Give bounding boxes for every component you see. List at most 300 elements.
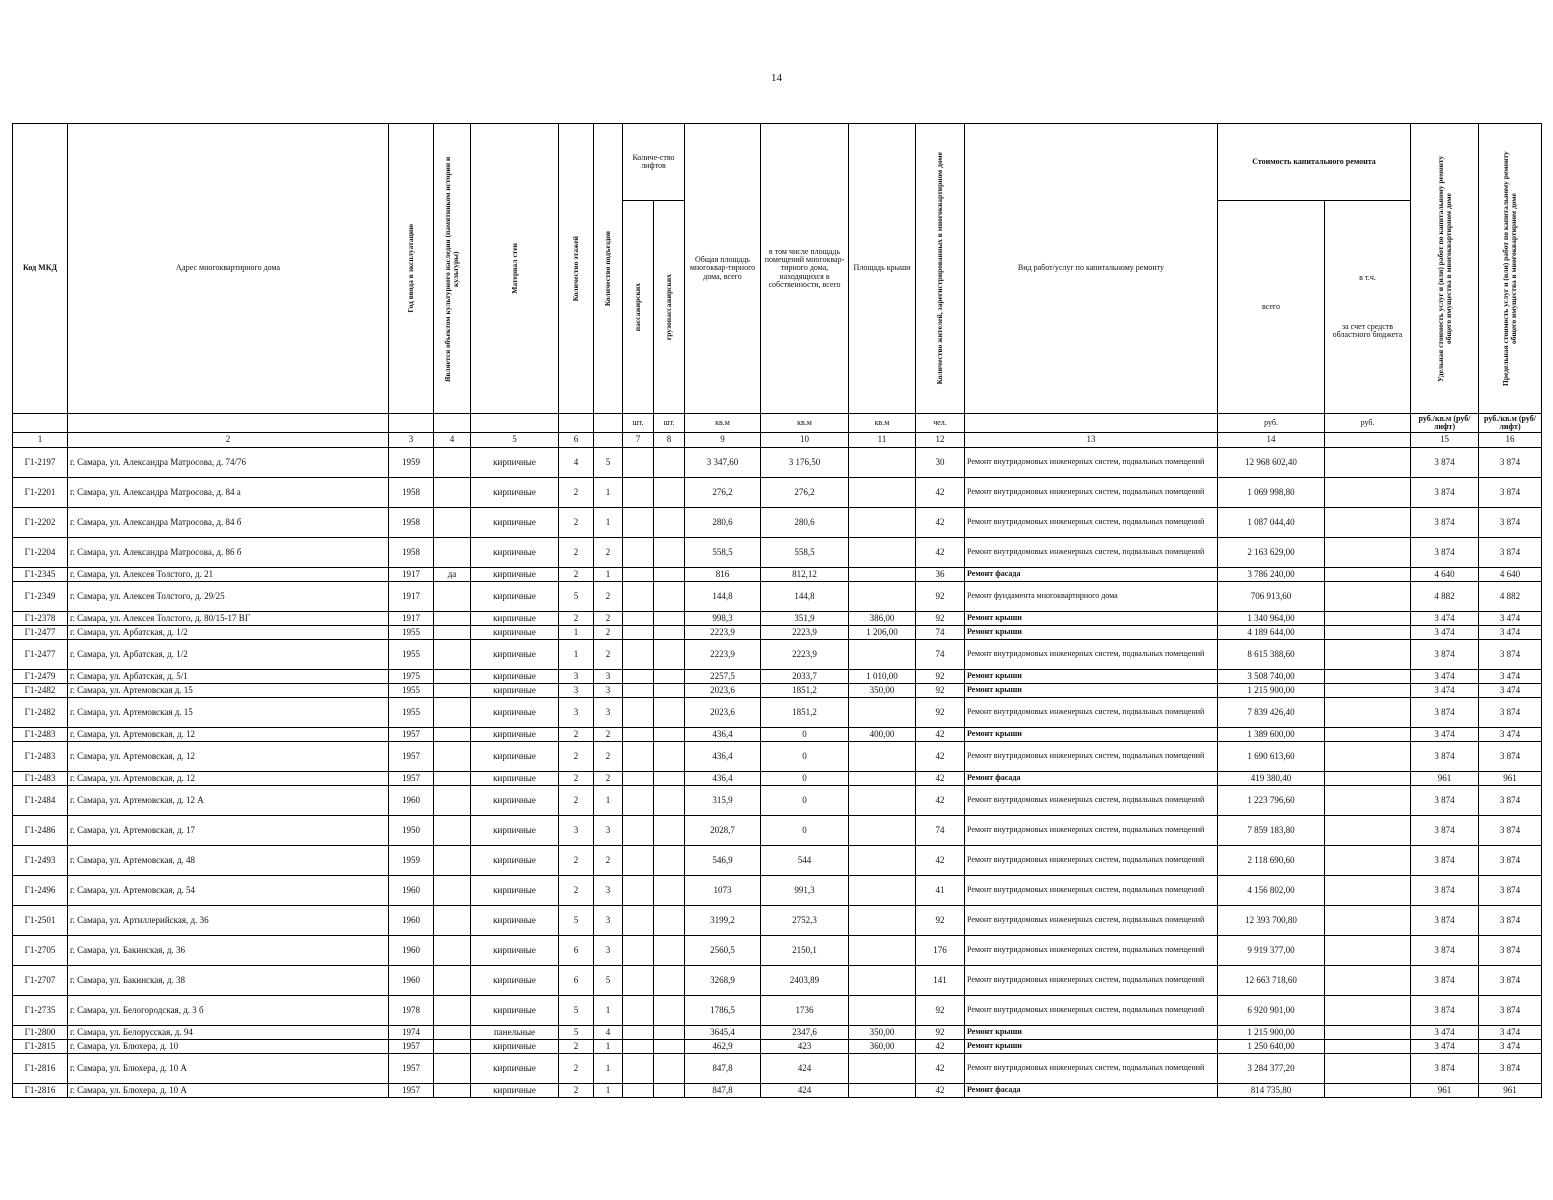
cell-address: г. Самара, ул. Блюхера, д. 10 А [68, 1054, 389, 1084]
cell-lc [654, 684, 685, 698]
cell-work: Ремонт внутридомовых инженерных систем, подвальных помещений [965, 786, 1218, 816]
table-row [13, 996, 1542, 1026]
cell-area: 998,3 [685, 612, 761, 626]
cell-max: 3 474 [1479, 612, 1542, 626]
cell-year: 1957 [389, 742, 434, 772]
cell-lc [654, 742, 685, 772]
cell-total: 6 920 901,00 [1218, 996, 1325, 1026]
header-floors: Количество этажей [559, 124, 594, 414]
cell-year: 1955 [389, 698, 434, 728]
cell-address: г. Самара, ул. Бакинская, д. 38 [68, 966, 389, 996]
cell-max: 3 474 [1479, 1040, 1542, 1054]
cell-area: 2023,6 [685, 684, 761, 698]
cell-heritage: да [434, 568, 471, 582]
cell-roof [849, 936, 916, 966]
cell-owned: 3 176,50 [761, 448, 849, 478]
cell-entrances: 1 [594, 1084, 623, 1098]
cell-material: кирпичные [471, 612, 559, 626]
cell-total: 3 786 240,00 [1218, 568, 1325, 582]
cell-heritage [434, 936, 471, 966]
cell-max: 3 874 [1479, 478, 1542, 508]
cell-kod: Г1-2735 [13, 996, 68, 1026]
cell-unit: 3 474 [1411, 626, 1479, 640]
cell-material: кирпичные [471, 846, 559, 876]
cell-work: Ремонт внутридомовых инженерных систем, подвальных помещений [965, 448, 1218, 478]
cell-owned: 2033,7 [761, 670, 849, 684]
table-row [13, 448, 1542, 478]
cell-max: 3 874 [1479, 1054, 1542, 1084]
cell-work: Ремонт фасада [965, 1084, 1218, 1098]
cell-floors: 2 [559, 786, 594, 816]
cell-heritage [434, 538, 471, 568]
cell-lp [623, 906, 654, 936]
cell-total: 1 250 640,00 [1218, 1040, 1325, 1054]
cell-roof [849, 538, 916, 568]
cell-area: 462,9 [685, 1040, 761, 1054]
cell-lp [623, 698, 654, 728]
cell-area: 315,9 [685, 786, 761, 816]
cell-total: 814 735,80 [1218, 1084, 1325, 1098]
header-lifts-cargo: грузопассажирских [654, 201, 685, 414]
cell-floors: 5 [559, 996, 594, 1026]
cell-address: г. Самара, ул. Алексея Толстого, д. 80/15-17 ВГ [68, 612, 389, 626]
cell-owned: 812,12 [761, 568, 849, 582]
cell-kod: Г1-2482 [13, 698, 68, 728]
page-number: 14 [771, 72, 782, 84]
cell-material: кирпичные [471, 966, 559, 996]
cell-entrances: 1 [594, 1054, 623, 1084]
cell-roof [849, 508, 916, 538]
cell-material: кирпичные [471, 568, 559, 582]
cell-owned: 1851,2 [761, 698, 849, 728]
cell-total: 2 163 629,00 [1218, 538, 1325, 568]
cell-unit: 3 874 [1411, 698, 1479, 728]
cell-address: г. Самара, ул. Арбатская, д. 1/2 [68, 640, 389, 670]
cell-regional [1325, 568, 1411, 582]
cell-floors: 3 [559, 684, 594, 698]
cell-lp [623, 742, 654, 772]
cell-material: кирпичные [471, 816, 559, 846]
cell-max: 4 640 [1479, 568, 1542, 582]
cell-floors: 2 [559, 728, 594, 742]
cell-max: 3 874 [1479, 742, 1542, 772]
header-lifts: Количе-ство лифтов [623, 124, 685, 201]
cell-roof: 1 206,00 [849, 626, 916, 640]
cell-entrances: 2 [594, 538, 623, 568]
cell-lc [654, 448, 685, 478]
cell-entrances: 3 [594, 906, 623, 936]
cell-entrances: 4 [594, 1026, 623, 1040]
cell-year: 1950 [389, 816, 434, 846]
cell-year: 1960 [389, 786, 434, 816]
cell-regional [1325, 936, 1411, 966]
cell-owned: 280,6 [761, 508, 849, 538]
cell-total: 4 189 644,00 [1218, 626, 1325, 640]
cell-area: 276,2 [685, 478, 761, 508]
cell-floors: 2 [559, 478, 594, 508]
cell-unit: 3 874 [1411, 1054, 1479, 1084]
cell-owned: 276,2 [761, 478, 849, 508]
cell-address: г. Самара, ул. Александра Матросова, д. 84 а [68, 478, 389, 508]
cell-owned: 2752,3 [761, 906, 849, 936]
cell-unit: 3 474 [1411, 684, 1479, 698]
cell-regional [1325, 728, 1411, 742]
cell-kod: Г1-2201 [13, 478, 68, 508]
cell-heritage [434, 698, 471, 728]
cell-address: г. Самара, ул. Арбатская, д. 1/2 [68, 626, 389, 640]
cell-entrances: 3 [594, 936, 623, 966]
cell-area: 280,6 [685, 508, 761, 538]
header-cost-regional: в т.ч. за счет средств областного бюджета [1325, 201, 1411, 414]
cell-floors: 2 [559, 772, 594, 786]
cell-total: 1 069 998,80 [1218, 478, 1325, 508]
cell-res: 176 [916, 936, 965, 966]
cell-lp [623, 1054, 654, 1084]
cell-material: кирпичные [471, 698, 559, 728]
table-row [13, 936, 1542, 966]
cell-kod: Г1-2483 [13, 742, 68, 772]
cell-owned: 423 [761, 1040, 849, 1054]
cell-kod: Г1-2496 [13, 876, 68, 906]
cell-address: г. Самара, ул. Бакинская, д. 36 [68, 936, 389, 966]
cell-owned: 2347,6 [761, 1026, 849, 1040]
cell-regional [1325, 448, 1411, 478]
cell-owned: 0 [761, 816, 849, 846]
table-row [13, 728, 1542, 742]
cell-kod: Г1-2705 [13, 936, 68, 966]
cell-roof [849, 582, 916, 612]
cell-area: 3645,4 [685, 1026, 761, 1040]
cell-owned: 424 [761, 1084, 849, 1098]
cell-lc [654, 772, 685, 786]
header-cost-total: всего [1218, 201, 1325, 414]
cell-address: г. Самара, ул. Александра Матросова, д. 74/76 [68, 448, 389, 478]
cell-total: 3 508 740,00 [1218, 670, 1325, 684]
cell-area: 144,8 [685, 582, 761, 612]
cell-owned: 2403,89 [761, 966, 849, 996]
cell-entrances: 3 [594, 876, 623, 906]
cell-total: 12 393 700,80 [1218, 906, 1325, 936]
table-row [13, 538, 1542, 568]
cell-lc [654, 508, 685, 538]
cell-floors: 2 [559, 1054, 594, 1084]
cell-floors: 2 [559, 876, 594, 906]
cell-floors: 5 [559, 1026, 594, 1040]
cell-max: 3 474 [1479, 728, 1542, 742]
cell-regional [1325, 786, 1411, 816]
cell-total: 1 690 613,60 [1218, 742, 1325, 772]
cell-lc [654, 996, 685, 1026]
cell-res: 42 [916, 742, 965, 772]
cell-lc [654, 582, 685, 612]
cell-floors: 1 [559, 640, 594, 670]
cell-roof [849, 1054, 916, 1084]
cell-total: 2 118 690,60 [1218, 846, 1325, 876]
cell-material: кирпичные [471, 538, 559, 568]
header-lifts-passenger: пассажирских [623, 201, 654, 414]
table-row [13, 966, 1542, 996]
cell-owned: 0 [761, 772, 849, 786]
cell-res: 92 [916, 996, 965, 1026]
cell-lc [654, 786, 685, 816]
cell-roof: 360,00 [849, 1040, 916, 1054]
cell-max: 3 474 [1479, 626, 1542, 640]
repair-register-table [12, 123, 1542, 1098]
cell-unit: 3 874 [1411, 448, 1479, 478]
cell-material: кирпичные [471, 508, 559, 538]
cell-lc [654, 936, 685, 966]
cell-kod: Г1-2482 [13, 684, 68, 698]
cell-res: 92 [916, 1026, 965, 1040]
cell-regional [1325, 772, 1411, 786]
cell-roof [849, 698, 916, 728]
cell-work: Ремонт внутридомовых инженерных систем, подвальных помещений [965, 508, 1218, 538]
cell-unit: 3 874 [1411, 846, 1479, 876]
cell-lc [654, 728, 685, 742]
cell-lp [623, 508, 654, 538]
cell-year: 1975 [389, 670, 434, 684]
cell-year: 1957 [389, 772, 434, 786]
cell-area: 847,8 [685, 1054, 761, 1084]
table-row [13, 772, 1542, 786]
cell-kod: Г1-2345 [13, 568, 68, 582]
table-row [13, 846, 1542, 876]
cell-entrances: 2 [594, 582, 623, 612]
cell-address: г. Самара, ул. Блюхера, д. 10 [68, 1040, 389, 1054]
cell-material: кирпичные [471, 1040, 559, 1054]
cell-res: 42 [916, 478, 965, 508]
cell-material: кирпичные [471, 996, 559, 1026]
cell-work: Ремонт крыши [965, 728, 1218, 742]
cell-res: 74 [916, 816, 965, 846]
cell-year: 1917 [389, 582, 434, 612]
cell-res: 92 [916, 698, 965, 728]
table-row [13, 1026, 1542, 1040]
cell-unit: 3 474 [1411, 1040, 1479, 1054]
cell-year: 1955 [389, 626, 434, 640]
cell-entrances: 3 [594, 670, 623, 684]
cell-floors: 5 [559, 906, 594, 936]
cell-regional [1325, 670, 1411, 684]
cell-heritage [434, 772, 471, 786]
cell-year: 1957 [389, 1054, 434, 1084]
cell-owned: 0 [761, 742, 849, 772]
cell-lp [623, 1040, 654, 1054]
cell-address: г. Самара, ул. Артемовская д. 15 [68, 698, 389, 728]
cell-entrances: 1 [594, 478, 623, 508]
cell-regional [1325, 508, 1411, 538]
cell-regional [1325, 1040, 1411, 1054]
cell-unit: 3 874 [1411, 996, 1479, 1026]
cell-max: 3 874 [1479, 786, 1542, 816]
cell-material: кирпичные [471, 936, 559, 966]
cell-lc [654, 626, 685, 640]
cell-res: 42 [916, 1040, 965, 1054]
cell-lp [623, 1026, 654, 1040]
cell-area: 3199,2 [685, 906, 761, 936]
cell-material: панельные [471, 1026, 559, 1040]
cell-lc [654, 670, 685, 684]
cell-roof [849, 1084, 916, 1098]
cell-lc [654, 966, 685, 996]
cell-kod: Г1-2815 [13, 1040, 68, 1054]
cell-total: 9 919 377,00 [1218, 936, 1325, 966]
cell-roof [849, 996, 916, 1026]
cell-unit: 3 874 [1411, 640, 1479, 670]
cell-year: 1957 [389, 1040, 434, 1054]
cell-max: 3 874 [1479, 538, 1542, 568]
cell-address: г. Самара, ул. Артемовская д. 15 [68, 684, 389, 698]
cell-material: кирпичные [471, 582, 559, 612]
cell-kod: Г1-2800 [13, 1026, 68, 1040]
cell-owned: 544 [761, 846, 849, 876]
table-row [13, 1084, 1542, 1098]
cell-work: Ремонт фундамента многоквартирного дома [965, 582, 1218, 612]
cell-max: 3 874 [1479, 698, 1542, 728]
cell-work: Ремонт внутридомовых инженерных систем, подвальных помещений [965, 742, 1218, 772]
cell-lc [654, 568, 685, 582]
cell-max: 3 874 [1479, 508, 1542, 538]
cell-address: г. Самара, ул. Артемовская, д. 12 А [68, 786, 389, 816]
cell-roof [849, 846, 916, 876]
cell-regional [1325, 612, 1411, 626]
cell-max: 3 874 [1479, 816, 1542, 846]
cell-res: 42 [916, 728, 965, 742]
cell-work: Ремонт крыши [965, 670, 1218, 684]
cell-unit: 4 640 [1411, 568, 1479, 582]
cell-unit: 3 474 [1411, 728, 1479, 742]
table-row [13, 1040, 1542, 1054]
cell-floors: 4 [559, 448, 594, 478]
cell-roof: 386,00 [849, 612, 916, 626]
header-unit-cost: Удельная стоимость услуг и (или) работ по капитальному ремонту общего имущества в многоквартирном доме [1411, 124, 1479, 414]
cell-floors: 3 [559, 698, 594, 728]
cell-floors: 3 [559, 816, 594, 846]
cell-total: 12 663 718,60 [1218, 966, 1325, 996]
cell-floors: 6 [559, 966, 594, 996]
cell-lc [654, 1054, 685, 1084]
cell-lc [654, 906, 685, 936]
cell-material: кирпичные [471, 478, 559, 508]
cell-max: 3 474 [1479, 684, 1542, 698]
cell-heritage [434, 876, 471, 906]
cell-floors: 2 [559, 568, 594, 582]
cell-material: кирпичные [471, 684, 559, 698]
cell-floors: 2 [559, 538, 594, 568]
cell-work: Ремонт внутридомовых инженерных систем, подвальных помещений [965, 936, 1218, 966]
cell-roof [849, 876, 916, 906]
table-row [13, 670, 1542, 684]
cell-entrances: 1 [594, 568, 623, 582]
cell-floors: 3 [559, 670, 594, 684]
cell-year: 1974 [389, 1026, 434, 1040]
cell-area: 436,4 [685, 772, 761, 786]
cell-regional [1325, 906, 1411, 936]
cell-kod: Г1-2483 [13, 728, 68, 742]
cell-floors: 2 [559, 612, 594, 626]
header-owned-area: в том числе площадь помещений многоквар-тирного дома, находящихся в собственности, всего [761, 124, 849, 414]
cell-heritage [434, 582, 471, 612]
cell-material: кирпичные [471, 772, 559, 786]
cell-lp [623, 640, 654, 670]
cell-entrances: 5 [594, 448, 623, 478]
cell-area: 1073 [685, 876, 761, 906]
cell-entrances: 1 [594, 786, 623, 816]
cell-kod: Г1-2816 [13, 1084, 68, 1098]
cell-heritage [434, 612, 471, 626]
cell-material: кирпичные [471, 876, 559, 906]
cell-roof [849, 816, 916, 846]
cell-roof [849, 478, 916, 508]
cell-heritage [434, 670, 471, 684]
cell-lp [623, 582, 654, 612]
cell-max: 961 [1479, 1084, 1542, 1098]
table-row [13, 698, 1542, 728]
cell-owned: 991,3 [761, 876, 849, 906]
cell-roof [849, 906, 916, 936]
cell-address: г. Самара, ул. Алексея Толстого, д. 29/25 [68, 582, 389, 612]
cell-year: 1959 [389, 448, 434, 478]
cell-work: Ремонт крыши [965, 684, 1218, 698]
header-roof-area: Площадь крыши [849, 124, 916, 414]
cell-entrances: 3 [594, 684, 623, 698]
cell-lp [623, 612, 654, 626]
cell-area: 558,5 [685, 538, 761, 568]
cell-roof: 1 010,00 [849, 670, 916, 684]
table-body [13, 448, 1542, 1098]
cell-address: г. Самара, ул. Артемовская, д. 12 [68, 742, 389, 772]
cell-owned: 1851,2 [761, 684, 849, 698]
cell-lp [623, 1084, 654, 1098]
cell-work: Ремонт внутридомовых инженерных систем, подвальных помещений [965, 816, 1218, 846]
cell-address: г. Самара, ул. Артемовская, д. 54 [68, 876, 389, 906]
table-row [13, 568, 1542, 582]
cell-kod: Г1-2816 [13, 1054, 68, 1084]
cell-lp [623, 966, 654, 996]
cell-regional [1325, 538, 1411, 568]
cell-entrances: 1 [594, 996, 623, 1026]
cell-lc [654, 538, 685, 568]
cell-address: г. Самара, ул. Блюхера, д. 10 А [68, 1084, 389, 1098]
cell-work: Ремонт внутридомовых инженерных систем, подвальных помещений [965, 698, 1218, 728]
cell-address: г. Самара, ул. Арбатская, д. 5/1 [68, 670, 389, 684]
cell-heritage [434, 626, 471, 640]
cell-area: 816 [685, 568, 761, 582]
cell-unit: 3 874 [1411, 876, 1479, 906]
cell-regional [1325, 816, 1411, 846]
cell-lp [623, 786, 654, 816]
cell-area: 2223,9 [685, 626, 761, 640]
cell-unit: 3 874 [1411, 538, 1479, 568]
cell-owned: 0 [761, 786, 849, 816]
cell-work: Ремонт внутридомовых инженерных систем, подвальных помещений [965, 478, 1218, 508]
cell-regional [1325, 626, 1411, 640]
cell-res: 42 [916, 508, 965, 538]
cell-owned: 2223,9 [761, 626, 849, 640]
cell-max: 3 874 [1479, 966, 1542, 996]
cell-lp [623, 876, 654, 906]
cell-year: 1955 [389, 684, 434, 698]
cell-lc [654, 1040, 685, 1054]
cell-unit: 3 474 [1411, 612, 1479, 626]
cell-area: 2023,6 [685, 698, 761, 728]
cell-lc [654, 876, 685, 906]
cell-area: 1786,5 [685, 996, 761, 1026]
table-row [13, 786, 1542, 816]
cell-lp [623, 846, 654, 876]
cell-total: 1 087 044,40 [1218, 508, 1325, 538]
cell-entrances: 1 [594, 508, 623, 538]
